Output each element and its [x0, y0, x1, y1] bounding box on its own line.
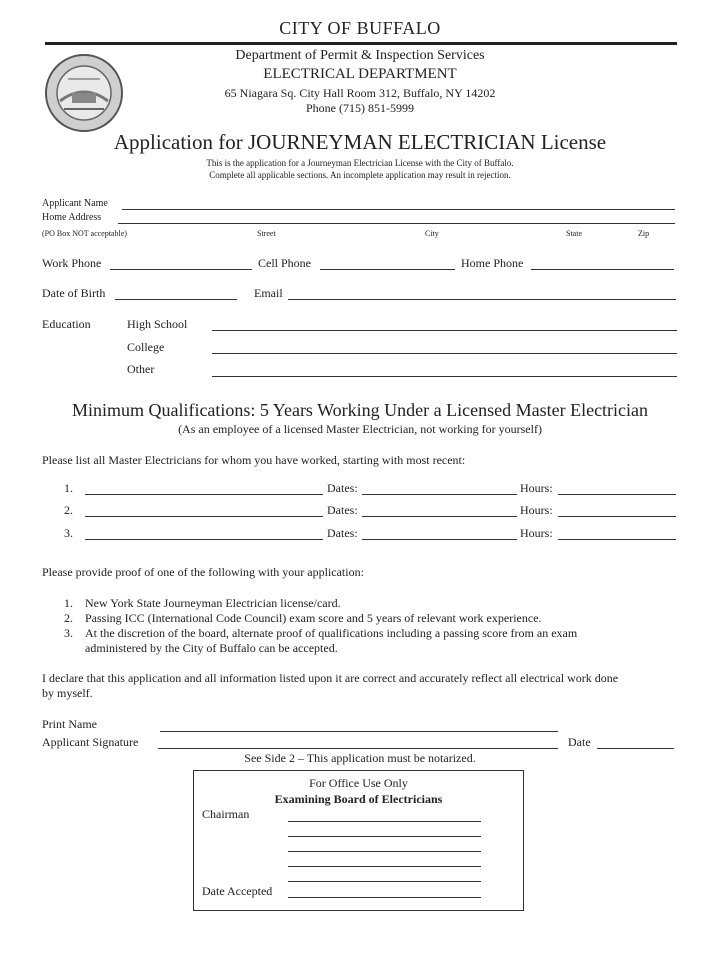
- hours-label: Hours:: [520, 526, 553, 540]
- city-title: CITY OF BUFFALO: [279, 18, 441, 38]
- dob-label: Date of Birth: [42, 286, 106, 300]
- date-accepted-label: Date Accepted: [202, 884, 273, 898]
- row-number: 3.: [64, 526, 73, 540]
- dob-field[interactable]: [115, 299, 237, 300]
- address-part-label: City: [425, 229, 439, 238]
- application-title: Application for JOURNEYMAN ELECTRICIAN License: [113, 130, 607, 154]
- row-number: 2.: [64, 503, 73, 517]
- home-address-label: Home Address: [42, 212, 102, 223]
- date-accepted-field[interactable]: [288, 897, 481, 898]
- city-seal-icon: [44, 53, 124, 133]
- master-list-prompt: Please list all Master Electricians for whom you have worked, starting with most recent:: [42, 453, 466, 467]
- chairman-label: Chairman: [202, 807, 250, 821]
- board-signature-line[interactable]: [288, 851, 481, 852]
- examining-board-title: Examining Board of Electricians: [274, 792, 443, 806]
- proof-item-number: 1.: [64, 596, 73, 610]
- department-phone: Phone (715) 851-5999: [306, 101, 414, 115]
- department-name: Department of Permit & Inspection Services: [235, 48, 485, 63]
- applicant-name-field[interactable]: [122, 209, 675, 210]
- declaration-text: by myself.: [42, 686, 93, 700]
- print-name-field[interactable]: [160, 731, 558, 732]
- department-address: 65 Niagara Sq. City Hall Room 312, Buffalo, NY 14202: [224, 86, 496, 100]
- notarize-note: See Side 2 – This application must be notarized.: [244, 751, 476, 765]
- master-name-field[interactable]: [85, 539, 323, 540]
- intro-line: Complete all applicable sections. An incomplete application may result in rejection.: [209, 170, 511, 180]
- proof-item-number: 3.: [64, 626, 73, 640]
- proof-prompt: Please provide proof of one of the following with your application:: [42, 565, 364, 579]
- applicant-name-label: Applicant Name: [42, 198, 108, 209]
- dates-field[interactable]: [362, 539, 517, 540]
- proof-item-text: At the discretion of the board, alternate proof of qualifications including a passing score from an exam: [85, 626, 578, 640]
- email-field[interactable]: [288, 299, 676, 300]
- home-address-field[interactable]: [118, 223, 675, 224]
- print-name-label: Print Name: [42, 717, 97, 731]
- other-education-field[interactable]: [212, 376, 677, 377]
- email-label: Email: [254, 286, 283, 300]
- high-school-field[interactable]: [212, 330, 677, 331]
- hours-field[interactable]: [558, 539, 676, 540]
- chairman-signature-line[interactable]: [288, 821, 481, 822]
- dates-label: Dates:: [327, 481, 358, 495]
- date-label: Date: [568, 735, 591, 749]
- signature-label: Applicant Signature: [42, 735, 139, 749]
- work-phone-label: Work Phone: [42, 256, 102, 270]
- address-part-label: State: [566, 229, 582, 238]
- board-signature-line[interactable]: [288, 881, 481, 882]
- proof-item-text: administered by the City of Buffalo can be accepted.: [85, 641, 338, 655]
- dates-field[interactable]: [362, 516, 517, 517]
- education-level-label: College: [127, 340, 165, 354]
- address-part-label: Zip: [638, 229, 650, 238]
- dates-label: Dates:: [327, 503, 358, 517]
- office-use-heading: For Office Use Only: [309, 776, 408, 790]
- address-part-label: Street: [257, 229, 276, 238]
- cell-phone-field[interactable]: [320, 269, 455, 270]
- dates-field[interactable]: [362, 494, 517, 495]
- home-phone-label: Home Phone: [461, 256, 524, 270]
- cell-phone-label: Cell Phone: [258, 256, 311, 270]
- dates-label: Dates:: [327, 526, 358, 540]
- hours-field[interactable]: [558, 494, 676, 495]
- signature-field[interactable]: [158, 748, 558, 749]
- education-level-label: Other: [127, 362, 155, 376]
- board-signature-line[interactable]: [288, 866, 481, 867]
- qualifications-title: Minimum Qualifications: 5 Years Working Under a Licensed Master Electrician: [71, 400, 649, 420]
- declaration-text: I declare that this application and all information listed upon it are correct and accurately reflect all electrical work done: [42, 671, 619, 685]
- date-field[interactable]: [597, 748, 674, 749]
- hours-label: Hours:: [520, 481, 553, 495]
- qualifications-subtitle: (As an employee of a licensed Master Electrician, not working for yourself): [178, 422, 542, 436]
- hours-field[interactable]: [558, 516, 676, 517]
- board-signature-line[interactable]: [288, 836, 481, 837]
- proof-item-text: New York State Journeyman Electrician license/card.: [85, 596, 341, 610]
- master-name-field[interactable]: [85, 516, 323, 517]
- intro-line: This is the application for a Journeyman Electrician License with the City of Buffalo.: [206, 158, 514, 168]
- education-label: Education: [42, 317, 91, 331]
- work-phone-field[interactable]: [110, 269, 252, 270]
- office-use-box: [193, 770, 524, 911]
- education-level-label: High School: [127, 317, 188, 331]
- division-name: ELECTRICAL DEPARTMENT: [263, 66, 457, 82]
- row-number: 1.: [64, 481, 73, 495]
- header-divider: [45, 42, 677, 45]
- master-name-field[interactable]: [85, 494, 323, 495]
- proof-item-number: 2.: [64, 611, 73, 625]
- proof-item-text: Passing ICC (International Code Council) exam score and 5 years of relevant work experience.: [85, 611, 542, 625]
- hours-label: Hours:: [520, 503, 553, 517]
- home-phone-field[interactable]: [531, 269, 674, 270]
- po-box-note: (PO Box NOT acceptable): [42, 229, 127, 238]
- college-field[interactable]: [212, 353, 677, 354]
